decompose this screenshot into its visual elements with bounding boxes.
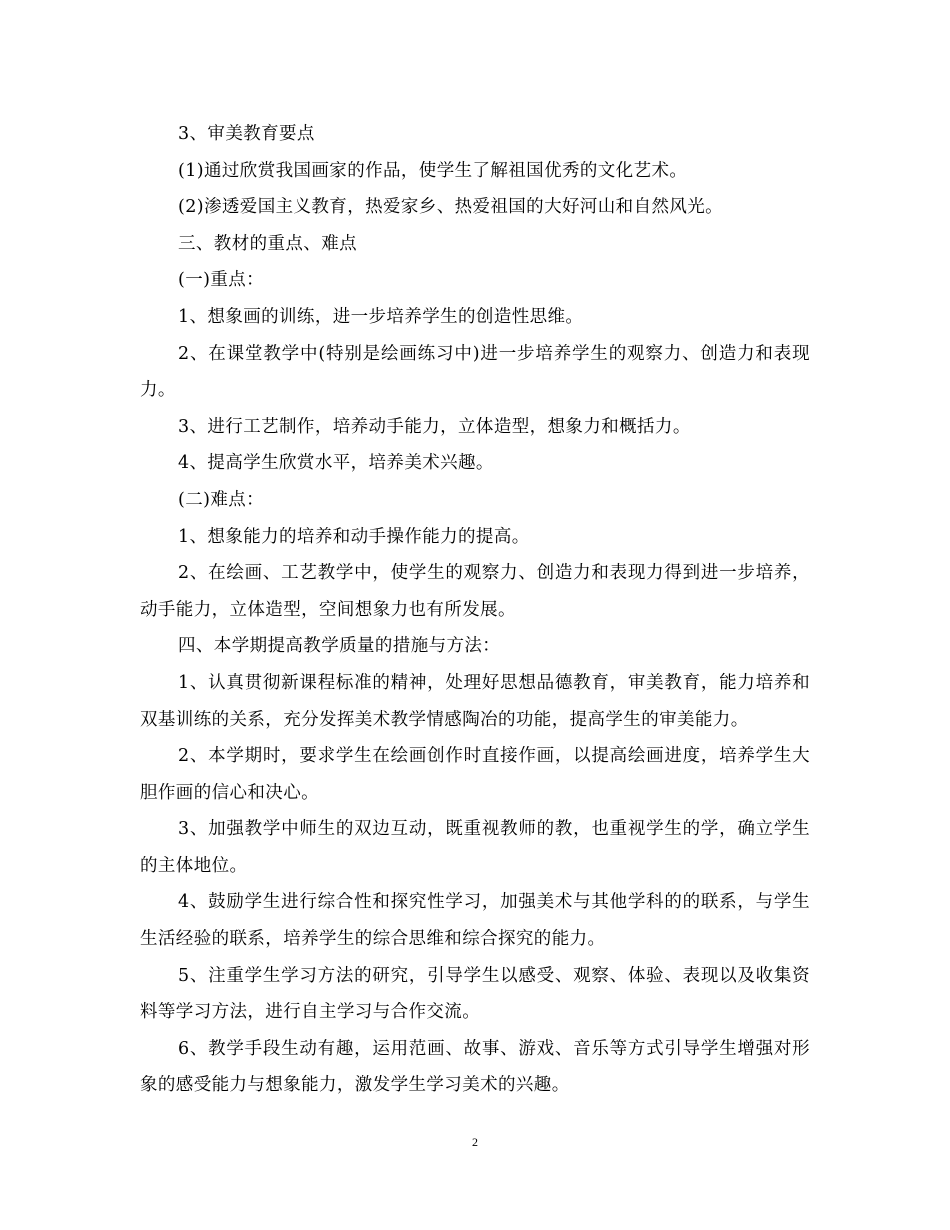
paragraph: 5、注重学生学习方法的研究，引导学生以感受、观察、体验、表现以及收集资料等学习方法，进行自主学习与合作交流。 [140,965,810,1023]
page-number: 2 [472,1135,478,1149]
document-body [140,116,810,1104]
paragraph: 6、教学手段生动有趣，运用范画、故事、游戏、音乐等方式引导学生增强对形象的感受能力与想象能力，激发学生学习美术的兴趣。 [140,1038,810,1096]
paragraph: 3、加强教学中师生的双边互动，既重视教师的教，也重视学生的学，确立学生的主体地位。 [140,819,810,876]
section-heading: 三、教材的重点、难点 [178,233,357,254]
paragraph: 2、在绘画、工艺教学中，使学生的观察力、创造力和表现力得到进一步培养，动手能力，立体造型，空间想象力也有所发展。 [140,563,810,620]
paragraph: 4、提高学生欣赏水平，培养美术兴趣。 [178,453,494,474]
paragraph: 1、想象能力的培养和动手操作能力的提高。 [178,526,530,547]
paragraph: 2、本学期时，要求学生在绘画创作时直接作画，以提高绘画进度，培养学生大胆作画的信心和决心。 [140,746,810,803]
paragraph: (2)渗透爱国主义教育，热爱家乡、热爱祖国的大好河山和自然风光。 [178,197,724,218]
paragraph: 1、想象画的训练，进一步培养学生的创造性思维。 [178,306,584,327]
section-heading: 四、本学期提高教学质量的措施与方法： [178,636,501,657]
subsection-heading: (一)重点： [178,270,265,291]
paragraph: 2、在课堂教学中(特别是绘画练习中)进一步培养学生的观察力、创造力和表现力。 [140,343,810,401]
subsection-heading: (二)难点： [178,489,265,510]
paragraph: 4、鼓励学生进行综合性和探究性学习，加强美术与其他学科的的联系，与学生生活经验的联系，培养学生的综合思维和综合探究的能力。 [140,892,810,950]
paragraph: (1)通过欣赏我国画家的作品，使学生了解祖国优秀的文化艺术。 [178,160,688,181]
paragraph: 1、认真贯彻新课程标准的精神，处理好思想品德教育，审美教育，能力培养和双基训练的关系，充分发挥美术教学情感陶冶的功能，提高学生的审美能力。 [140,672,810,730]
paragraph: 3、进行工艺制作，培养动手能力，立体造型，想象力和概括力。 [178,416,691,437]
paragraph: 3、审美教育要点 [178,124,315,144]
